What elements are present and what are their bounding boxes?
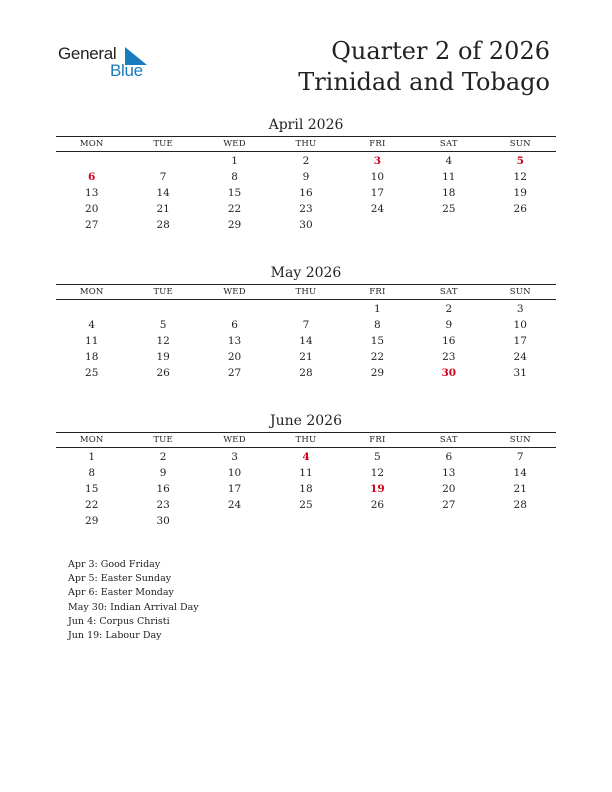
holiday-day-cell: 3	[373, 155, 382, 167]
holiday-item: Jun 19: Labour Day	[68, 630, 162, 642]
day-cell: 2	[445, 303, 453, 315]
weekday-label: WED	[223, 435, 246, 445]
day-cell: 23	[299, 203, 313, 215]
week-row	[56, 513, 556, 529]
empty-day-cell	[127, 153, 198, 169]
empty-day-cell	[342, 513, 413, 529]
day-cell: 2	[159, 451, 167, 463]
day-cell: 21	[299, 351, 313, 363]
day-cell: 22	[370, 351, 385, 363]
day-cell: 28	[156, 219, 170, 231]
day-cell: 16	[299, 187, 313, 199]
empty-day-cell	[485, 217, 556, 233]
day-cell: 19	[156, 351, 170, 363]
weekday-label: FRI	[369, 139, 386, 149]
holiday-item: Apr 5: Easter Sunday	[68, 573, 172, 585]
day-cell: 13	[85, 187, 99, 199]
day-cell: 15	[227, 187, 242, 199]
day-cell: 28	[299, 367, 313, 379]
day-cell: 12	[513, 171, 527, 183]
day-cell: 29	[227, 219, 242, 231]
day-cell: 27	[85, 219, 99, 231]
month-may	[56, 264, 556, 381]
week-row	[56, 153, 556, 169]
day-cell: 13	[442, 467, 456, 479]
day-cell: 3	[231, 451, 238, 463]
day-cell: 14	[299, 335, 313, 347]
week-row	[56, 169, 556, 185]
day-cell: 25	[442, 203, 456, 215]
week-row	[56, 449, 556, 465]
day-cell: 18	[299, 483, 313, 495]
holiday-day-cell: 4	[302, 451, 310, 463]
day-cell: 26	[156, 367, 170, 379]
empty-day-cell	[270, 513, 341, 529]
day-cell: 11	[85, 335, 99, 347]
day-cell: 28	[513, 499, 527, 511]
title-country: Trinidad and Tobago	[298, 68, 550, 96]
day-cell: 5	[374, 451, 381, 463]
day-cell: 20	[442, 483, 456, 495]
logo-blue-text: Blue	[110, 61, 143, 80]
day-cell: 29	[85, 515, 99, 527]
day-cell: 20	[227, 351, 242, 363]
day-cell: 16	[156, 483, 170, 495]
weekday-label: SAT	[439, 287, 458, 297]
week-row	[56, 465, 556, 481]
holiday-day-cell: 5	[516, 155, 524, 167]
empty-day-cell	[199, 513, 270, 529]
weekday-header-row	[56, 137, 556, 151]
day-cell: 27	[227, 367, 242, 379]
day-cell: 24	[370, 203, 385, 215]
day-cell: 18	[442, 187, 456, 199]
day-cell: 23	[442, 351, 456, 363]
day-cell: 1	[231, 155, 238, 167]
day-cell: 8	[231, 171, 238, 183]
month-name: April 2026	[268, 117, 344, 133]
day-cell: 21	[156, 203, 170, 215]
week-row	[56, 481, 556, 497]
day-cell: 23	[156, 499, 170, 511]
day-cell: 9	[302, 171, 310, 183]
day-cell: 14	[156, 187, 170, 199]
weekday-label: MON	[79, 435, 104, 445]
month-name: June 2026	[269, 413, 342, 429]
week-row	[56, 365, 556, 381]
logo	[58, 44, 158, 84]
weekday-label: SUN	[509, 435, 531, 445]
day-cell: 13	[227, 335, 242, 347]
weekday-label: WED	[223, 139, 246, 149]
day-cell: 1	[88, 451, 96, 463]
empty-day-cell	[413, 513, 484, 529]
day-cell: 22	[85, 499, 99, 511]
week-row	[56, 217, 556, 233]
week-row	[56, 185, 556, 201]
day-cell: 19	[513, 187, 527, 199]
week-row	[56, 349, 556, 365]
holiday-day-cell: 6	[88, 171, 96, 183]
holiday-item: Apr 3: Good Friday	[68, 559, 161, 570]
day-cell: 31	[513, 367, 527, 379]
weekday-label: MON	[79, 139, 104, 149]
weekday-header-row	[56, 433, 556, 447]
weekday-label: THU	[295, 287, 317, 297]
day-cell: 24	[513, 351, 527, 363]
day-cell: 5	[159, 319, 167, 331]
day-cell: 27	[442, 499, 456, 511]
day-cell: 14	[513, 467, 527, 479]
day-cell: 1	[374, 303, 381, 315]
day-cell: 17	[513, 335, 527, 347]
empty-day-cell	[270, 301, 341, 317]
day-cell: 12	[370, 467, 385, 479]
day-cell: 10	[513, 319, 527, 331]
empty-day-cell	[56, 301, 127, 317]
day-cell: 15	[370, 335, 385, 347]
holiday-item: Apr 6: Easter Monday	[68, 587, 174, 599]
day-cell: 8	[88, 467, 96, 479]
week-row	[56, 201, 556, 217]
day-cell: 8	[374, 319, 381, 331]
weekday-label: TUE	[153, 435, 173, 445]
weekday-label: SUN	[509, 139, 531, 149]
logo-general-text: General	[58, 44, 117, 63]
day-cell: 6	[231, 319, 238, 331]
empty-day-cell	[485, 513, 556, 529]
day-cell: 4	[88, 319, 96, 331]
day-cell: 18	[85, 351, 99, 363]
week-row	[56, 301, 556, 317]
day-cell: 11	[299, 467, 313, 479]
weekday-label: THU	[295, 139, 317, 149]
holiday-day-cell: 30	[441, 367, 457, 379]
holiday-list	[68, 558, 199, 643]
day-cell: 7	[159, 171, 167, 183]
empty-day-cell	[342, 217, 413, 233]
holiday-day-cell: 19	[370, 483, 385, 495]
day-cell: 7	[302, 319, 310, 331]
empty-day-cell	[56, 153, 127, 169]
day-cell: 30	[156, 515, 170, 527]
day-cell: 10	[370, 171, 385, 183]
month-april	[56, 116, 556, 233]
empty-day-cell	[413, 217, 484, 233]
month-name: May 2026	[270, 265, 342, 281]
day-cell: 26	[513, 203, 527, 215]
holiday-item: Jun 4: Corpus Christi	[68, 615, 170, 627]
weekday-label: SAT	[439, 435, 458, 445]
empty-day-cell	[127, 301, 198, 317]
day-cell: 3	[516, 303, 524, 315]
day-cell: 21	[513, 483, 527, 495]
day-cell: 17	[227, 483, 242, 495]
day-cell: 29	[370, 367, 385, 379]
weekday-label: MON	[79, 287, 104, 297]
title-quarter: Quarter 2 of 2026	[331, 37, 550, 65]
weekday-header-row	[56, 285, 556, 299]
day-cell: 25	[299, 499, 313, 511]
day-cell: 16	[442, 335, 456, 347]
weekday-label: WED	[223, 287, 246, 297]
weekday-label: TUE	[153, 139, 173, 149]
weekday-label: TUE	[153, 287, 173, 297]
weekday-label: FRI	[369, 435, 386, 445]
day-cell: 7	[516, 451, 524, 463]
day-cell: 30	[299, 219, 313, 231]
week-row	[56, 317, 556, 333]
weekday-label: SAT	[439, 139, 458, 149]
day-cell: 12	[156, 335, 170, 347]
day-cell: 2	[302, 155, 310, 167]
day-cell: 20	[85, 203, 99, 215]
day-cell: 9	[159, 467, 167, 479]
page-title	[298, 36, 550, 98]
day-cell: 22	[227, 203, 242, 215]
day-cell: 26	[370, 499, 385, 511]
holiday-item: May 30: Indian Arrival Day	[68, 601, 199, 613]
empty-day-cell	[199, 301, 270, 317]
day-cell: 11	[442, 171, 456, 183]
week-row	[56, 497, 556, 513]
day-cell: 17	[370, 187, 385, 199]
day-cell: 15	[85, 483, 99, 495]
weekday-label: SUN	[509, 287, 531, 297]
weekday-label: THU	[295, 435, 317, 445]
day-cell: 9	[445, 319, 453, 331]
day-cell: 10	[227, 467, 242, 479]
week-row	[56, 333, 556, 349]
day-cell: 6	[445, 451, 453, 463]
month-june	[56, 412, 556, 529]
day-cell: 25	[85, 367, 99, 379]
day-cell: 4	[445, 155, 453, 167]
weekday-label: FRI	[369, 287, 386, 297]
day-cell: 24	[227, 499, 242, 511]
